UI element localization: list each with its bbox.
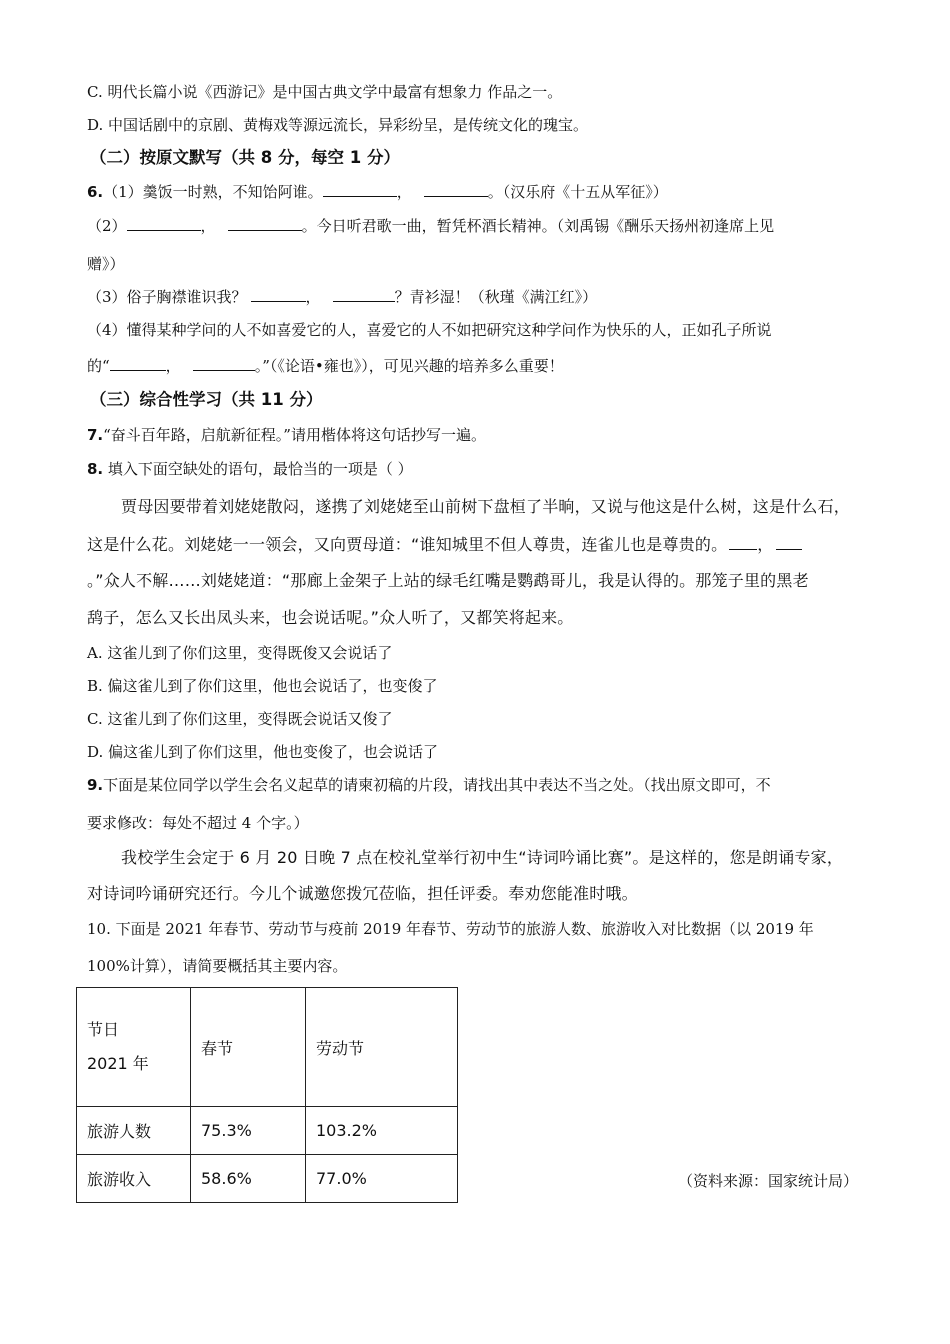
cell-value: 77.0% xyxy=(306,1155,458,1203)
answer-blank[interactable] xyxy=(251,287,306,302)
row-label: 旅游人数 xyxy=(77,1107,191,1155)
q6-line-4: （4）懂得某种学问的人不如喜爱它的人，喜爱它的人不如把研究这种学问作为快乐的人，正如孔子所说 xyxy=(87,321,772,339)
data-source-note: （资料来源：国家统计局） xyxy=(677,1172,858,1190)
q8-number: 8. xyxy=(87,460,104,478)
q6-line-1: 6.（1）羹饭一时熟，不知饴阿谁。 ， 。（汉乐府《十五从军征》） xyxy=(87,183,668,201)
q8-passage-line-2: 这是什么花。刘姥姥一一领会，又向贾母道：“谁知城里不但人尊贵，连雀儿也是尊贵的。 ， xyxy=(87,535,802,555)
q8-passage-line-4: 鸹子，怎么又长出凤头来，也会说话呢。”众人听了，又都笑将起来。 xyxy=(87,608,574,627)
q8-option-c[interactable]: C. 这雀儿到了你们这里，变得既会说话又俊了 xyxy=(87,710,393,728)
q9-passage-line-2: 对诗词吟诵研究还行。今儿个诚邀您拨冗莅临，担任评委。奉劝您能准时哦。 xyxy=(87,884,638,903)
answer-blank[interactable] xyxy=(424,182,488,197)
table-corner-cell: 节日 2021 年 xyxy=(77,988,191,1107)
answer-blank[interactable] xyxy=(333,287,395,302)
q6-line-4-cont: 的“ ， 。”（《论语•雍也》），可见兴趣的培养多么重要！ xyxy=(87,357,564,375)
q9-line-1: 9.下面是某位同学以学生会名义起草的请柬初稿的片段，请找出其中表达不当之处。（找出原文即可，不 xyxy=(87,776,771,794)
q6-line-2-cont: 赠》） xyxy=(87,255,125,273)
q7-number: 7. xyxy=(87,426,104,444)
cell-value: 103.2% xyxy=(306,1107,458,1155)
answer-blank[interactable] xyxy=(110,356,166,371)
q6-line-2: （2） ， 。今日听君歌一曲，暂凭杯酒长精神。（刘禹锡《酬乐天扬州初逢席上见 xyxy=(87,217,775,235)
q8-option-b[interactable]: B. 偏这雀儿到了你们这里，他也会说话了，也变俊了 xyxy=(87,677,438,695)
q10-line-2: 100%计算），请简要概括其主要内容。 xyxy=(87,957,348,975)
q10-line-1: 10. 下面是 2021 年春节、劳动节与疫前 2019 年春节、劳动节的旅游人数、旅游收入对比数据（以 2019 年 xyxy=(87,920,814,938)
answer-blank[interactable] xyxy=(127,216,201,231)
q9-passage-line-1: 我校学生会定于 6 月 20 日晚 7 点在校礼堂举行初中生“诗词吟诵比赛”。是这样的，您是朗诵专家， xyxy=(121,848,844,867)
cell-value: 75.3% xyxy=(191,1107,306,1155)
answer-blank[interactable] xyxy=(323,182,397,197)
section-2-title: （二）按原文默写（共 8 分，每空 1 分） xyxy=(90,148,400,167)
table-row xyxy=(77,1107,458,1155)
table-header-labor: 劳动节 xyxy=(306,988,458,1107)
q8-passage-line-3: 。”众人不解……刘姥姥道：“那廊上金架子上站的绿毛红嘴是鹦鹉哥儿，我是认得的。那笼子里的黑老 xyxy=(87,571,809,590)
answer-blank[interactable] xyxy=(193,356,255,371)
answer-blank[interactable] xyxy=(729,535,757,550)
option-d-prev: D. 中国话剧中的京剧、黄梅戏等源远流长，异彩纷呈，是传统文化的瑰宝。 xyxy=(87,116,589,134)
q7: 7.“奋斗百年路，启航新征程。”请用楷体将这句话抄写一遍。 xyxy=(87,426,486,444)
cell-value: 58.6% xyxy=(191,1155,306,1203)
q8-passage-line-1: 贾母因要带着刘姥姥散闷，遂携了刘姥姥至山前树下盘桓了半晌，又说与他这是什么树，这是什么石， xyxy=(121,497,851,516)
q8-stem: 8. 填入下面空缺处的语句，最恰当的一项是（ ） xyxy=(87,460,413,478)
answer-blank[interactable] xyxy=(228,216,302,231)
q8-option-a[interactable]: A. 这雀儿到了你们这里，变得既俊又会说话了 xyxy=(87,644,393,662)
section-3-title: （三）综合性学习（共 11 分） xyxy=(90,390,323,409)
q6-line-3: （3）俗子胸襟谁识我？ ， ？青衫湿！（秋瑾《满江红》） xyxy=(87,288,598,306)
tourism-data-table xyxy=(76,987,458,1203)
q6-number: 6. xyxy=(87,183,104,201)
table-header-spring: 春节 xyxy=(191,988,306,1107)
q9-line-2: 要求修改：每处不超过 4 个字。） xyxy=(87,814,309,832)
table-row xyxy=(77,1155,458,1203)
row-label: 旅游收入 xyxy=(77,1155,191,1203)
option-c-prev: C. 明代长篇小说《西游记》是中国古典文学中最富有想象力 作品之一。 xyxy=(87,83,563,101)
answer-blank[interactable] xyxy=(776,535,802,550)
q8-option-d[interactable]: D. 偏这雀儿到了你们这里，他也变俊了，也会说话了 xyxy=(87,743,439,761)
q9-number: 9. xyxy=(87,776,104,794)
